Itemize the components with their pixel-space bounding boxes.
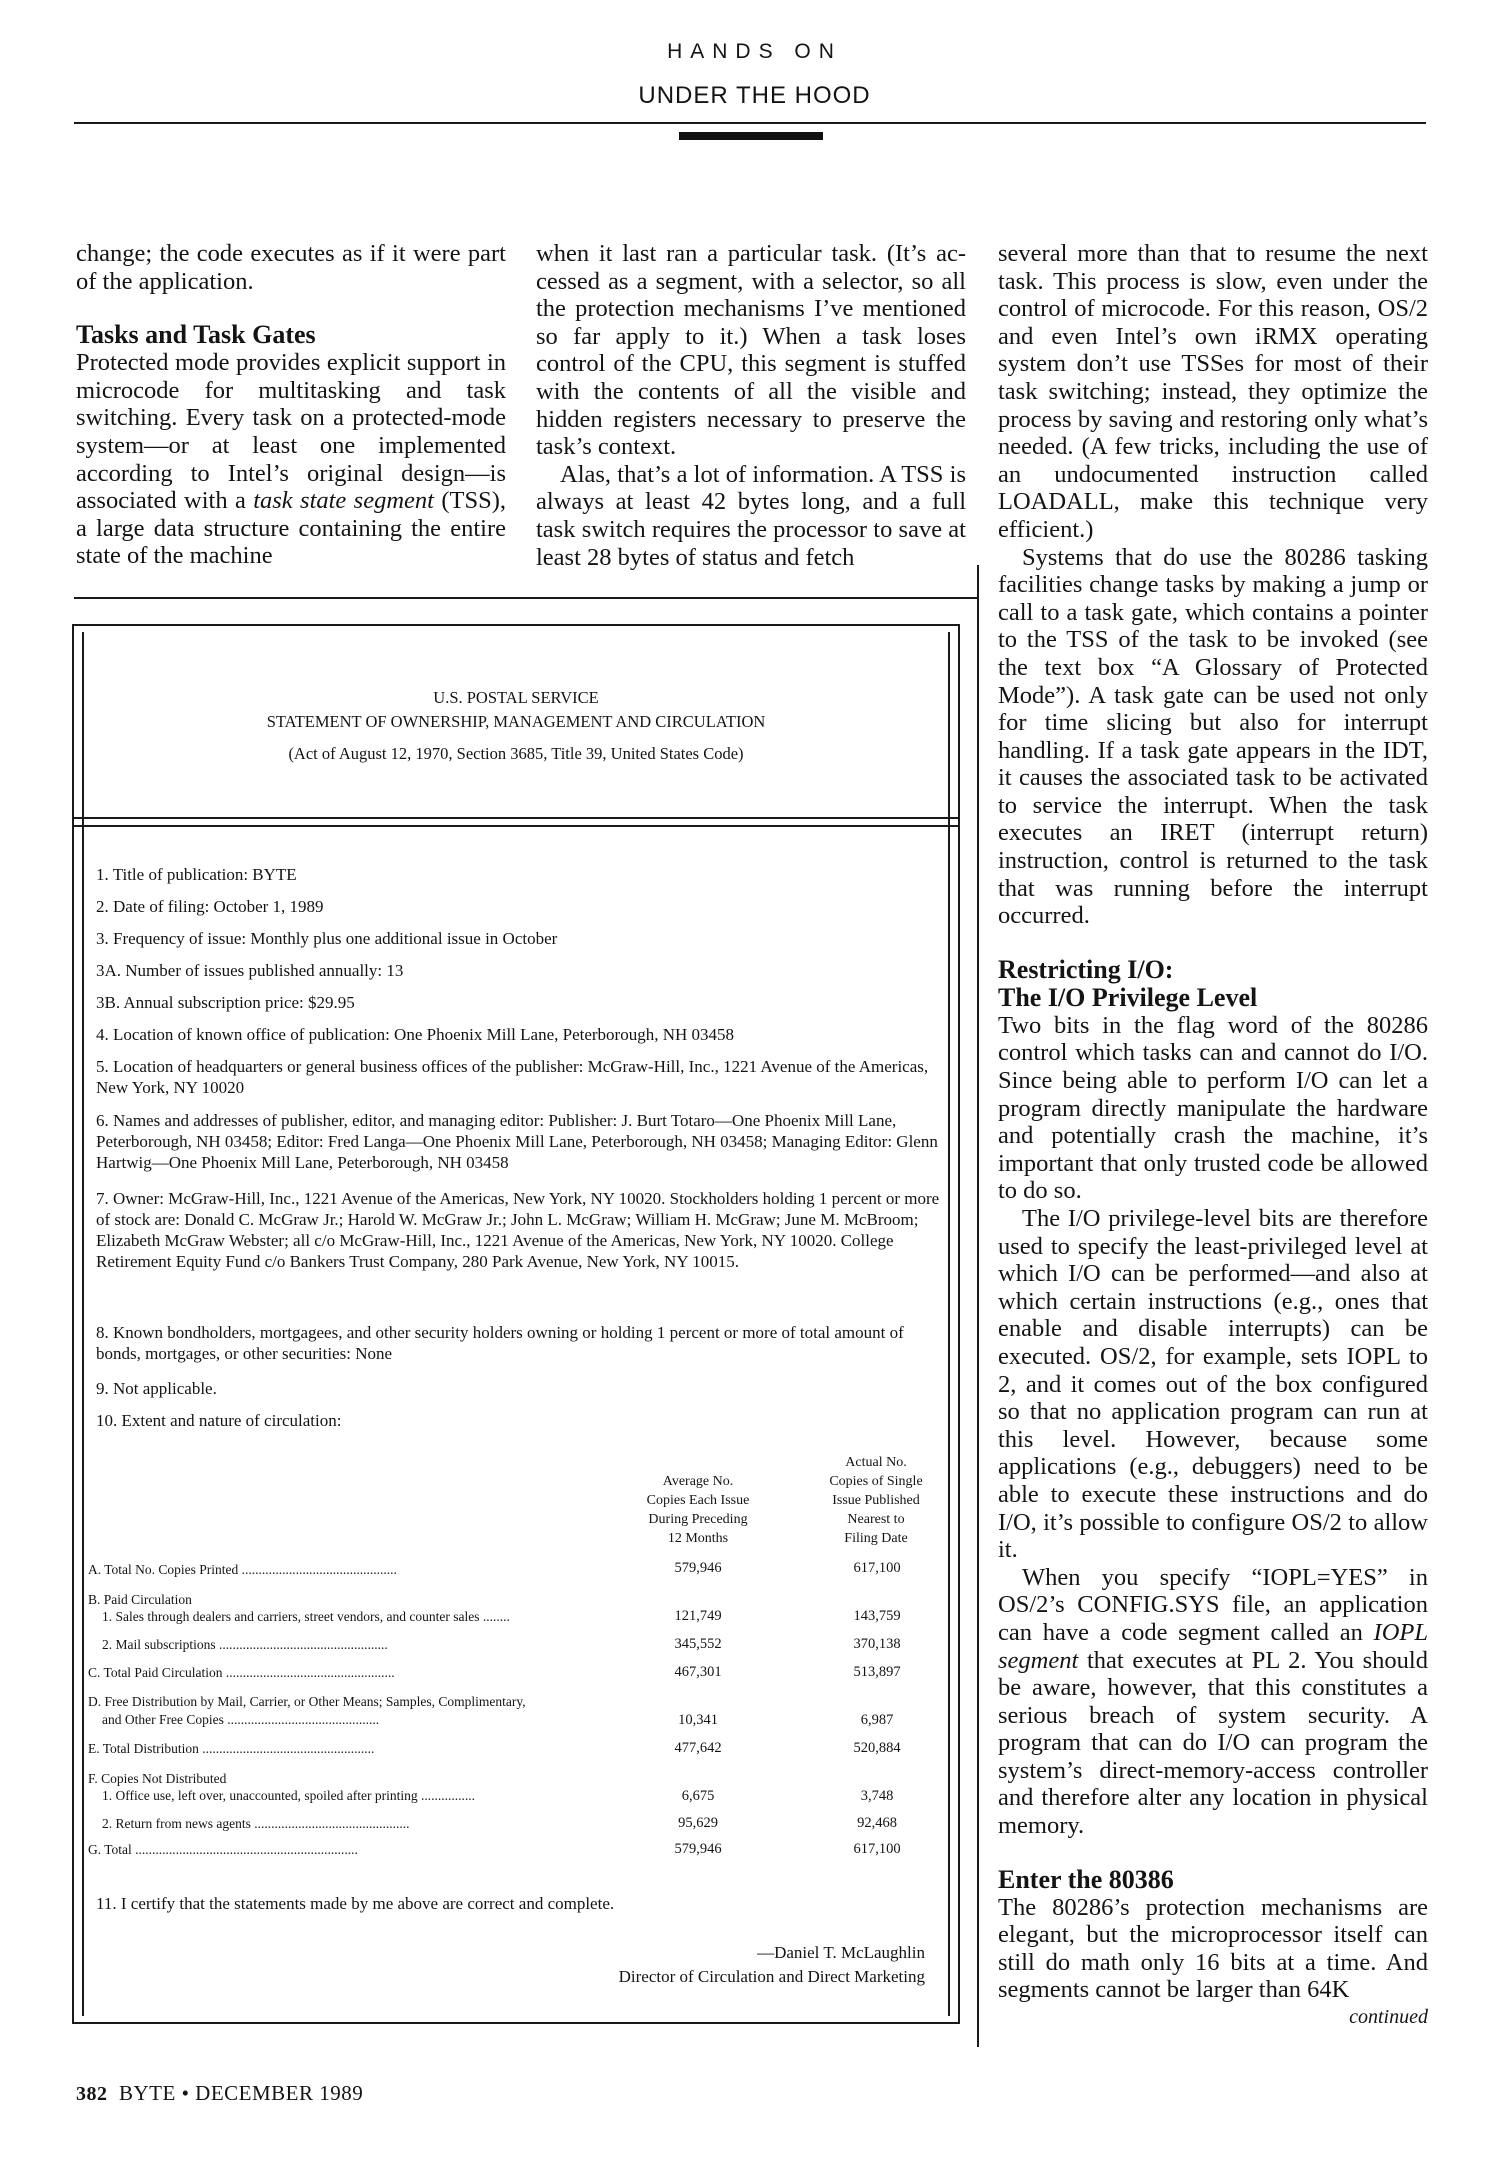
table-row-label: C. Total Paid Circulation .................................................. <box>88 1665 395 1680</box>
heading-io-privilege-level: The I/O Privilege Level <box>998 982 1258 1012</box>
statement-item: 3. Frequency of issue: Monthly plus one additional issue in October <box>96 929 558 948</box>
statement-item: 3B. Annual subscription price: $29.95 <box>96 993 355 1012</box>
col3-paragraph-2: Systems that do use the 80286 tasking facilities change tasks by making a jump or call to a task gate, which contains a pointer to the TSS of the task to be invoked (see the text box “A Glossary of Protected Mode”). A task gate can be used not only for time slicing but also for interrupt handling. If a task gate appears in the IDT, it causes the associated task to be activated to service the interrupt. When the task executes an IRET (interrupt return) instruction, control is returned to the task that was running before the interrupt occurred. <box>998 543 1428 930</box>
column-3 <box>998 240 1428 2032</box>
header-bar <box>679 132 823 140</box>
table-cell-actual: 617,100 <box>853 1560 901 1576</box>
statement-item: 7. Owner: McGraw-Hill, Inc., 1221 Avenue of the Americas, New York, NY 10020. Stockholders holding 1 percent or more of stock are: Donald C. McGraw Jr.; Harold W. McGraw Jr.; John L. McGraw; William H. McGraw; June M. McBroom; Elizabeth McGraw Webster; all c/o McGraw-Hill, Inc., 1221 Avenue of the Americas, New York, NY 10020. College Retirement Equity Fund c/o Bankers Trust Company, 280 Park Avenue, New York, NY 10015. <box>96 1189 940 1271</box>
continued-label: continued <box>1349 2006 1428 2029</box>
col3-paragraph-6: The 80286’s protection mechanisms are elegant, but the microprocessor itself can still do math only 16 bits at a time. And segments cannot be larger than 64K <box>998 1893 1428 2004</box>
table-cell-actual: 513,897 <box>853 1664 901 1680</box>
col1-paragraph-2: Protected mode provides explicit support in microcode for multitasking and task switching. Every task on a protected-mode system—or at least one implemented according to Intel’s original design—is associated with a task state segment (TSS), a large data structure containing the entire state of the machine <box>76 349 506 570</box>
column-rule <box>74 597 977 599</box>
table-cell-actual: 92,468 <box>857 1815 897 1831</box>
statement-header-rule <box>72 817 960 819</box>
statement-item: 6. Names and addresses of publisher, editor, and managing editor: Publisher: J. Burt Totaro—One Phoenix Mill Lane, Peterborough, NH 03458; Editor: Fred Langa—One Phoenix Mill Lane, Peterborough, NH 03458; Managing Editor: Glenn Hartwig—One Phoenix Mill Lane, Peterborough, NH 03458 <box>96 1111 938 1172</box>
statement-item: 1. Title of publication: BYTE <box>96 865 297 884</box>
statement-item: 3A. Number of issues published annually: 13 <box>96 961 404 980</box>
signer-name: —Daniel T. McLaughlin <box>757 1943 925 1962</box>
table-row-label: G. Total .................................................................. <box>88 1842 358 1857</box>
table-cell-actual: 370,138 <box>853 1636 901 1652</box>
col2-paragraph-2: Alas, that’s a lot of information. A TSS is always at least 42 bytes long, and a full task switch requires the processor to save at least 28 bytes of status and fetch <box>536 460 966 571</box>
table-row-label: 2. Return from news agents .............................................. <box>102 1816 410 1831</box>
statement-item: 4. Location of known office of publication: One Phoenix Mill Lane, Peterborough, NH 03458 <box>96 1025 735 1044</box>
certification-statement: 11. I certify that the statements made by me above are correct and complete. <box>96 1894 615 1913</box>
statement-box-inner-left <box>82 632 84 2016</box>
table-row-label: A. Total No. Copies Printed .............................................. <box>88 1562 397 1577</box>
statement-heading-title: STATEMENT OF OWNERSHIP, MANAGEMENT AND CIRCULATION <box>266 712 766 731</box>
table-cell-average: 345,552 <box>674 1636 722 1652</box>
col3-paragraph-3: Two bits in the flag word of the 80286 control which tasks can and cannot do I/O. Since being able to perform I/O can let a program directly manipulate the hardware and potentially crash the machine, it’s important that only trusted code be allowed to do so. <box>998 1011 1428 1205</box>
statement-heading-act: (Act of August 12, 1970, Section 3685, Title 39, United States Code) <box>288 744 744 763</box>
statement-item: 9. Not applicable. <box>96 1379 217 1398</box>
table-cell-average: 579,946 <box>674 1841 722 1857</box>
col3-paragraph-4: The I/O privilege-level bits are therefore used to specify the least-privileged level at which I/O can be performed—and also at which certain instructions (e.g., ones that enable and disable interrupts) can be executed. OS/2, for example, sets IOPL to 2, and it comes out of the box configured so that no application program can run at this level. However, because some applications (e.g., debuggers) need to be able to execute these instructions and do I/O, it’s possible to configure OS/2 to allow it. <box>998 1205 1428 1564</box>
table-cell-actual: 6,987 <box>860 1712 894 1728</box>
column-1 <box>76 240 506 570</box>
table-cell-average: 579,946 <box>674 1560 722 1576</box>
col1-paragraph-1: change; the code executes as if it were part of the application. <box>76 240 506 295</box>
statement-item: 8. Known bondholders, mortgagees, and other security holders owning or holding 1 percent or more of total amount of bonds, mortgages, or other securities: None <box>96 1323 904 1363</box>
table-cell-average: 477,642 <box>674 1740 722 1756</box>
heading-enter-the-80386: Enter the 80386 <box>998 1864 1174 1894</box>
table-cell-actual: 3,748 <box>860 1788 894 1804</box>
table-cell-average: 121,749 <box>674 1608 722 1624</box>
statement-item: 2. Date of filing: October 1, 1989 <box>96 897 324 916</box>
table-row-label: and Other Free Copies ............................................. <box>102 1712 380 1727</box>
table-row-label: E. Total Distribution ................................................... <box>88 1741 375 1756</box>
statement-header-rule-2 <box>72 825 960 827</box>
table-row-label: B. Paid Circulation <box>88 1592 192 1607</box>
statement-item: 5. Location of headquarters or general business offices of the publisher: McGraw-Hill, Inc., 1221 Avenue of the Americas, New York, NY 10020 <box>96 1057 929 1097</box>
heading-tasks-and-task-gates: Tasks and Task Gates <box>76 320 316 350</box>
page-footer <box>76 2081 363 2106</box>
table-row-label: 1. Office use, left over, unaccounted, spoiled after printing ................ <box>102 1788 475 1803</box>
table-cell-average: 10,341 <box>678 1712 718 1728</box>
table-cell-actual: 143,759 <box>853 1608 901 1624</box>
column-header-average: Average No. Copies Each Issue During Preceding 12 Months <box>646 1474 750 1546</box>
column-2 <box>536 240 966 571</box>
statement-item: 10. Extent and nature of circulation: <box>96 1411 342 1430</box>
table-cell-average: 467,301 <box>674 1664 722 1680</box>
section-kicker: HANDS ON <box>667 40 842 63</box>
table-row-label: 2. Mail subscriptions .................................................. <box>102 1637 388 1652</box>
table-cell-average: 95,629 <box>678 1815 718 1831</box>
section-title: UNDER THE HOOD <box>638 82 871 109</box>
col3-paragraph-1: several more than that to resume the next task. This process is slow, even under the control of microcode. For this reason, OS/2 and even Intel’s own iRMX operating system don’t use TSSes for most of their task switching; instead, they optimize the process by saving and restoring only what’s needed. (A few tricks, including the use of an undocumented instruction called LOADALL, make this technique very efficient.) <box>998 240 1428 543</box>
col3-paragraph-5: When you specify “IOPL=YES” in OS/2’s CONFIG.SYS file, an application can have a code segment called an IOPL segment that executes at PL 2. You should be aware, however, that this constitutes a serious breach of system security. A program that can do I/O can program the system’s direct-memory-access controller and therefore alter any location in physical memory. <box>998 1563 1428 1840</box>
table-row-label: 1. Sales through dealers and carriers, street vendors, and counter sales ........ <box>102 1609 510 1624</box>
heading-restricting-io: Restricting I/O: <box>998 954 1174 984</box>
table-cell-actual: 520,884 <box>853 1740 901 1756</box>
table-cell-average: 6,675 <box>681 1788 715 1804</box>
statement-box-inner-right <box>948 632 950 2016</box>
sidebar-rule <box>977 565 979 2047</box>
statement-heading-agency: U.S. POSTAL SERVICE <box>433 688 599 707</box>
table-row-label: F. Copies Not Distributed <box>88 1771 227 1786</box>
col2-paragraph-1: when it last ran a particular task. (It’s accessed as a segment, with a selector, so all the protection mechanisms I’ve mentioned so far apply to it.) When a task loses control of the CPU, this segment is stuffed with the contents of all the visible and hidden registers necessary to preserve the task’s context. <box>536 240 966 461</box>
table-cell-actual: 617,100 <box>853 1841 901 1857</box>
table-row-label: D. Free Distribution by Mail, Carrier, or Other Means; Samples, Complimentary, <box>88 1694 526 1709</box>
column-header-actual: Actual No. Copies of Single Issue Published Nearest to Filing Date <box>829 1455 923 1546</box>
signer-title: Director of Circulation and Direct Marketing <box>618 1967 925 1986</box>
page-number: 382 <box>76 2083 108 2105</box>
header-rule <box>74 122 1426 124</box>
magazine-issue: BYTE • DECEMBER 1989 <box>119 2081 364 2105</box>
